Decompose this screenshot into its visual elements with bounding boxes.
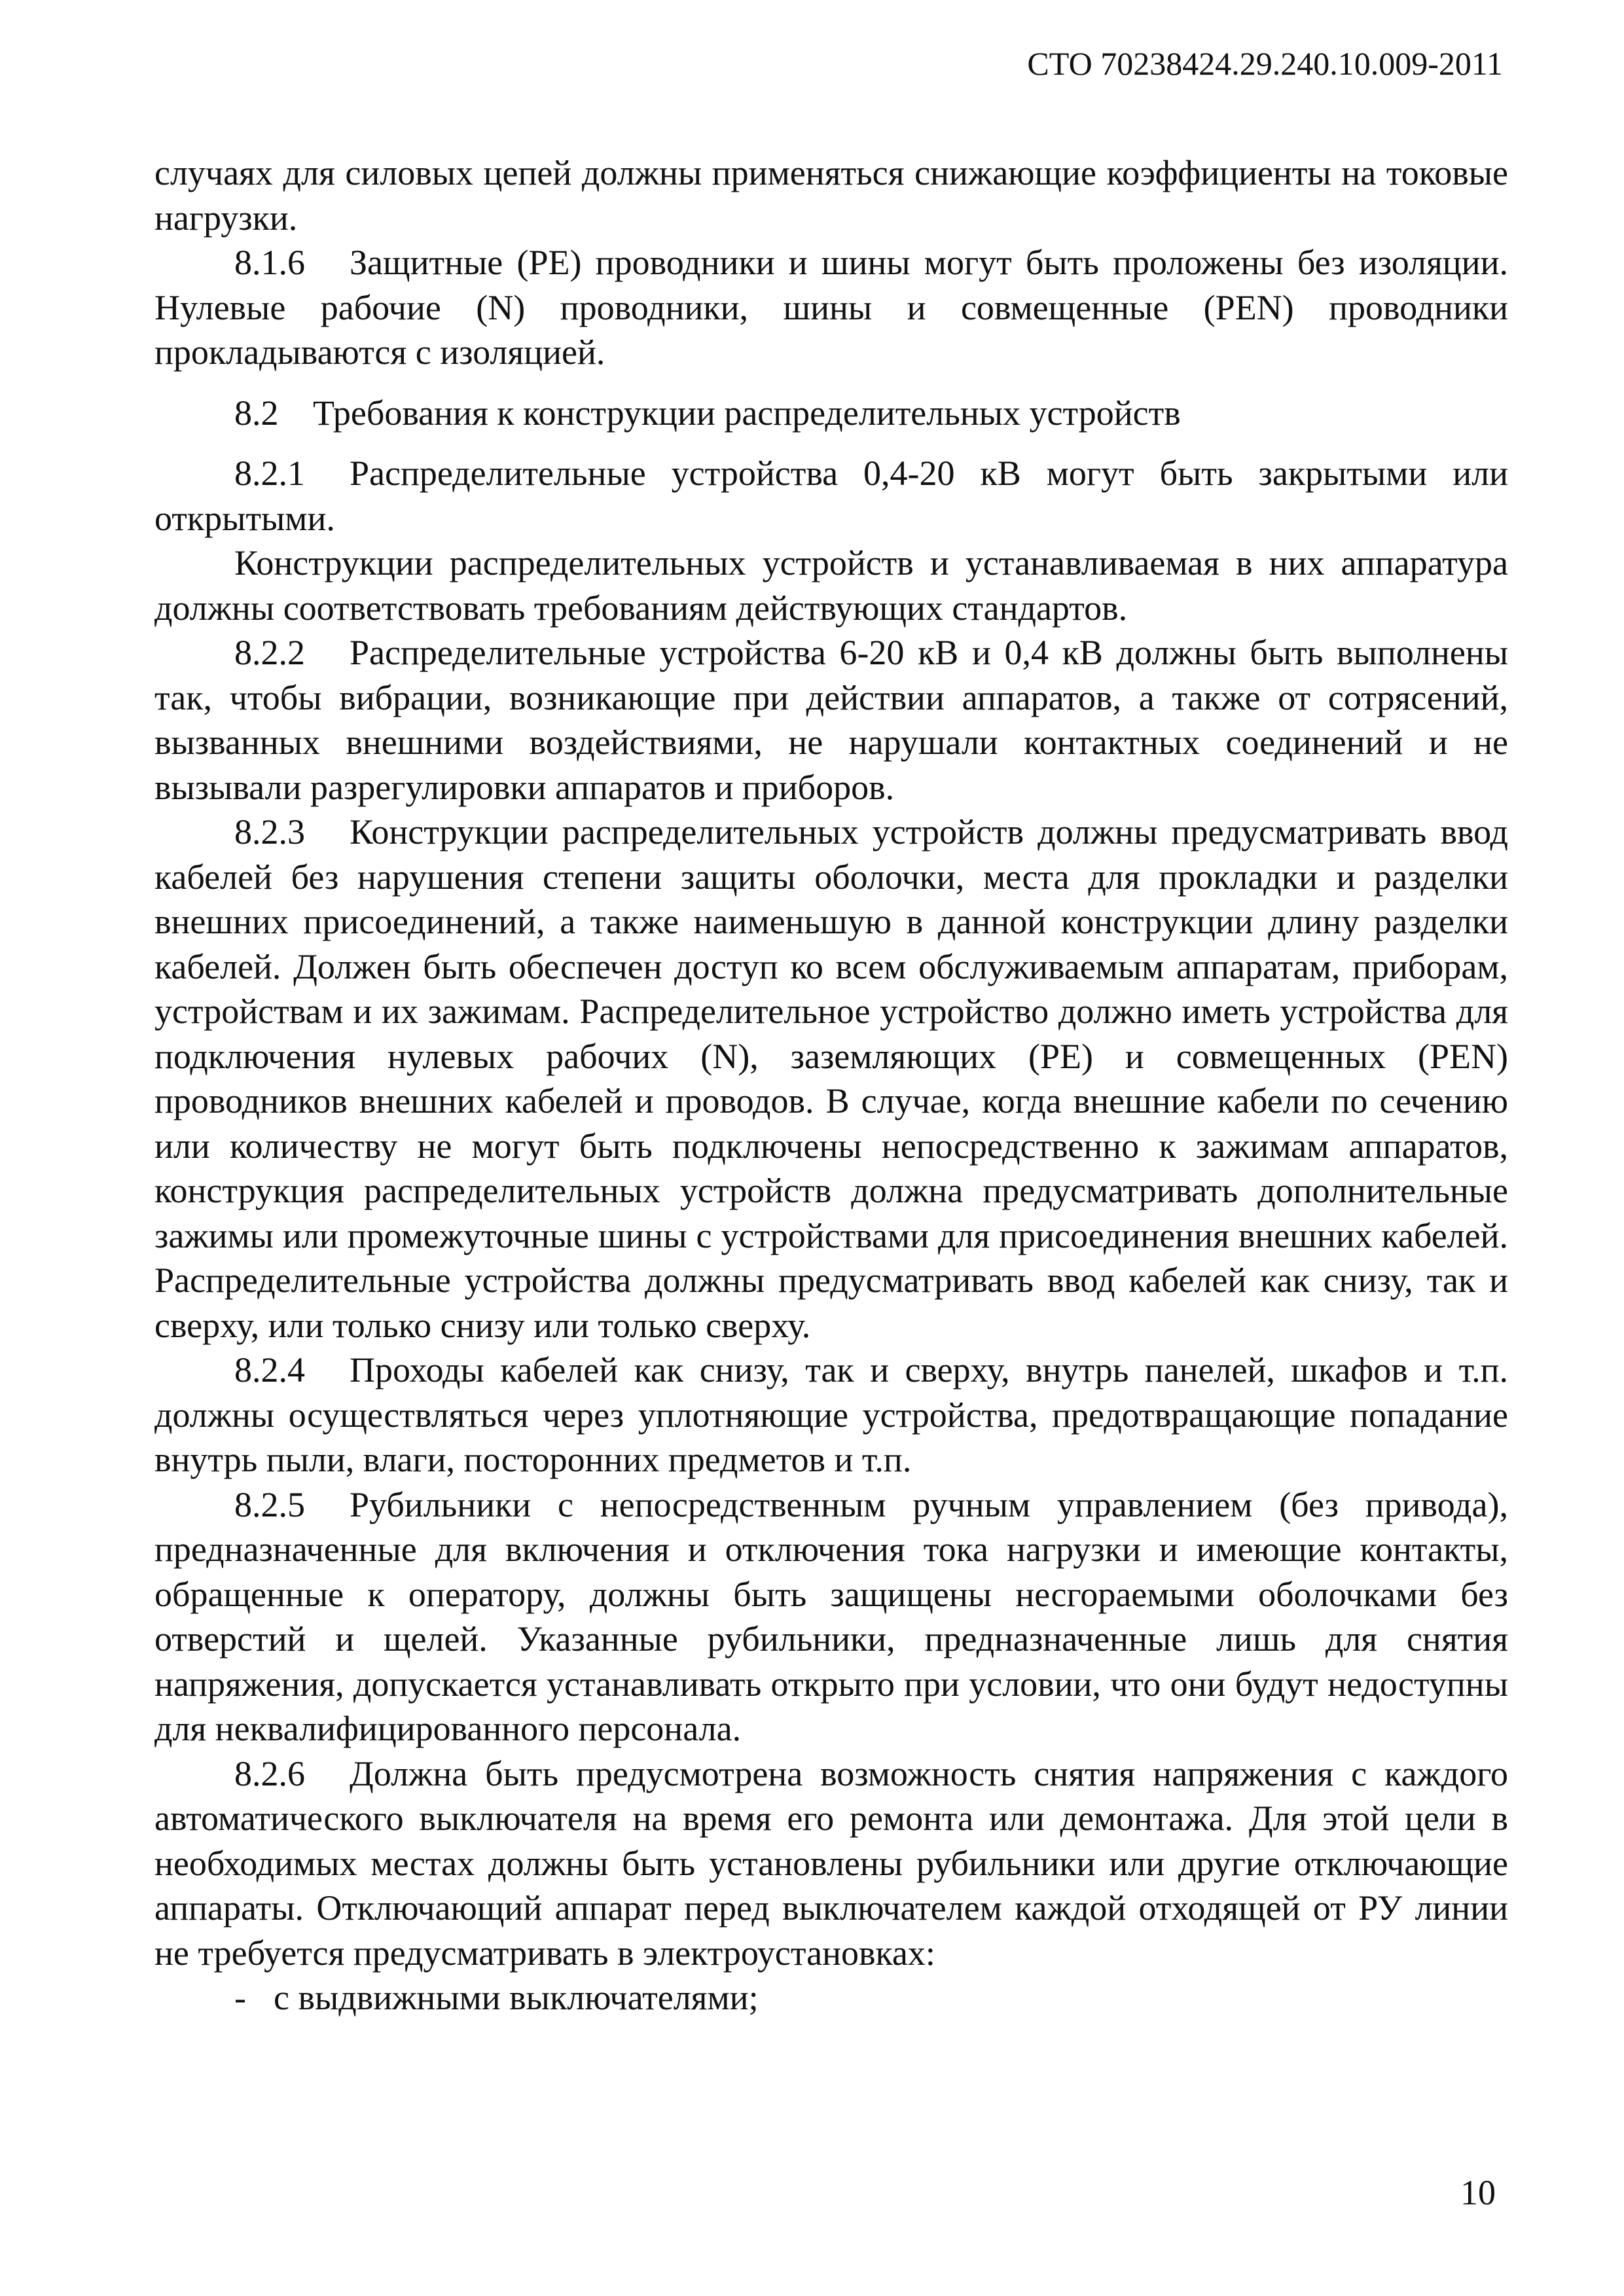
paragraph-8-2-6	[154, 1751, 1508, 1976]
clause-number: 8.2.5	[234, 1484, 305, 1524]
list-item-text: с выдвижными выключателями;	[274, 1978, 759, 2017]
document-body	[154, 151, 1508, 2020]
paragraph-8-1-6	[154, 240, 1508, 375]
paragraph-text: Распределительные устройства 6-20 кВ и 0,4 кВ должны быть выполнены так, чтобы вибрации, возникающие при действии аппаратов, а также от сотрясений, вызванных внешними воздействиями, не нарушали контактных соединений и не вызывали разрегулировки аппаратов и приборов.	[154, 633, 1508, 807]
paragraph-continuation	[154, 151, 1508, 240]
paragraph-constructions	[154, 541, 1508, 630]
clause-number: 8.1.6	[234, 243, 305, 282]
clause-number: 8.2.1	[234, 454, 305, 493]
section-number: 8.2	[234, 393, 279, 433]
paragraph-text: Должна быть предусмотрена возможность снятия напряжения с каждого автоматического выключателя на время его ремонта или демонтажа. Для этой цели в необходимых местах должны быть установлены рубильники или другие отключающие аппараты. Отключающий аппарат перед выключателем каждой отходящей от РУ линии не требуется предусматривать в электроустановках:	[154, 1753, 1508, 1973]
list-item	[154, 1975, 1508, 2020]
paragraph-text: случаях для силовых цепей должны применяться снижающие коэффициенты на токовые нагрузки.	[154, 153, 1508, 238]
paragraph-8-2-4	[154, 1348, 1508, 1482]
paragraph-8-2-3	[154, 810, 1508, 1348]
paragraph-text: Конструкции распределительных устройств должны предусматривать ввод кабелей без нарушения степени защиты оболочки, места для прокладки и разделки внешних присоединений, а также наименьшую в данной конструкции длину разделки кабелей. Должен быть обеспечен доступ ко всем обслуживаемым аппаратам, приборам, устройствам и их зажимам. Распределительное устройство должно иметь устройства для подключения нулевых рабочих (N), заземляющих (PE) и совмещенных (PEN) проводников внешних кабелей и проводов. В случае, когда внешние кабели по сечению или количеству не могут быть подключены непосредственно к зажимам аппаратов, конструкция распределительных устройств должна предусматривать дополнительные зажимы или промежуточные шины с устройствами для присоединения внешних кабелей. Распределительные устройства должны предусматривать ввод кабелей как снизу, так и сверху, или только снизу или только сверху.	[154, 812, 1508, 1345]
paragraph-8-2-1	[154, 451, 1508, 541]
list-bullet: -	[234, 1978, 246, 2017]
paragraph-text: Защитные (PE) проводники и шины могут быть проложены без изоляции. Нулевые рабочие (N) проводники, шины и совмещенные (PEN) проводники прокладываются с изоляцией.	[154, 243, 1508, 372]
paragraph-text: Рубильники с непосредственным ручным управлением (без привода), предназначенные для включения и отключения тока нагрузки и имеющие контакты, обращенные к оператору, должны быть защищены несгораемыми оболочками без отверстий и щелей. Указанные рубильники, предназначенные лишь для снятия напряжения, допускается устанавливать открыто при условии, что они будут недоступны для неквалифицированного персонала.	[154, 1484, 1508, 1748]
clause-number: 8.2.2	[234, 633, 305, 672]
clause-number: 8.2.6	[234, 1753, 305, 1793]
section-heading-8-2	[154, 391, 1508, 436]
page-number: 10	[1460, 2173, 1496, 2212]
document-code-header: СТО 70238424.29.240.10.009-2011	[1027, 45, 1503, 82]
paragraph-text: Проходы кабелей как снизу, так и сверху, внутрь панелей, шкафов и т.п. должны осуществляться через уплотняющие устройства, предотвращающие попадание внутрь пыли, влаги, посторонних предметов и т.п.	[154, 1350, 1508, 1479]
paragraph-8-2-2	[154, 630, 1508, 810]
section-title: Требования к конструкции распределительных устройств	[313, 393, 1181, 433]
paragraph-text: Конструкции распределительных устройств и устанавливаемая в них аппаратура должны соответствовать требованиям действующих стандартов.	[154, 543, 1508, 628]
clause-number: 8.2.4	[234, 1350, 305, 1390]
paragraph-8-2-5	[154, 1482, 1508, 1751]
paragraph-text: Распределительные устройства 0,4-20 кВ могут быть закрытыми или открытыми.	[154, 454, 1508, 538]
clause-number: 8.2.3	[234, 812, 305, 852]
